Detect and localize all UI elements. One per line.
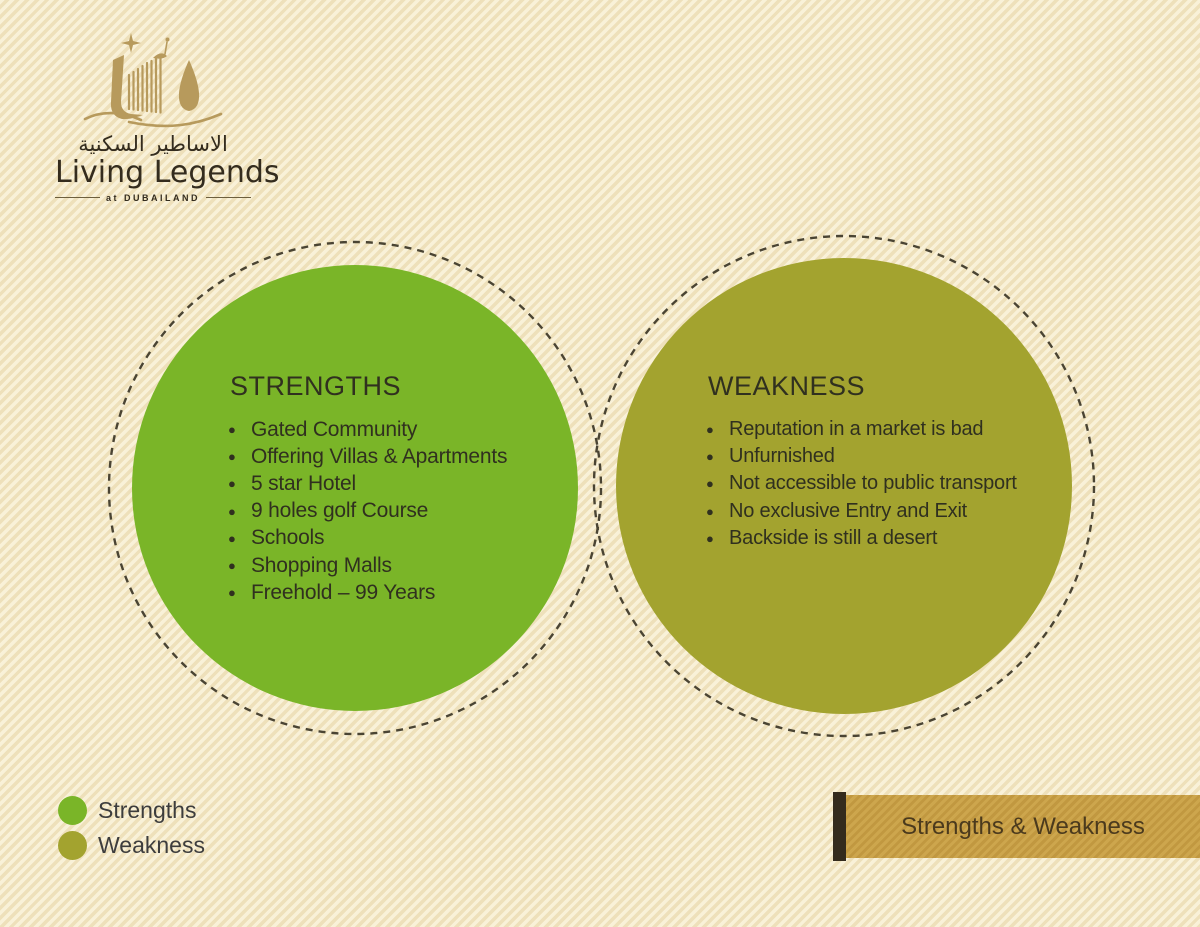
logo-tagline-text: at DUBAILAND — [106, 192, 200, 203]
strengths-list-item: ● 5 star Hotel — [228, 470, 507, 497]
legend-row-strengths — [58, 796, 205, 825]
strengths-legend-dot-icon — [58, 796, 87, 825]
strengths-list — [228, 416, 507, 606]
weakness-list-item: ● Reputation in a market is bad — [706, 416, 1017, 443]
weakness-list-item: ● Backside is still a desert — [706, 525, 1017, 552]
logo-name: Living Legends — [55, 155, 280, 191]
legend — [58, 796, 205, 866]
strengths-circle — [132, 265, 578, 711]
living-legends-logo-icon — [83, 30, 223, 132]
strengths-list-item: ● 9 holes golf Course — [228, 498, 507, 525]
strengths-list-item: ● Shopping Malls — [228, 552, 507, 579]
strengths-list-item: ● Gated Community — [228, 416, 507, 443]
strengths-list-item: ● Offering Villas & Apartments — [228, 443, 507, 470]
legend-row-weakness — [58, 831, 205, 860]
logo-arabic-name: الاساطير السكنية — [78, 132, 228, 156]
living-legends-logo — [55, 30, 280, 203]
weakness-list-item: ● Not accessible to public transport — [706, 470, 1017, 497]
strengths-list-item: ● Freehold – 99 Years — [228, 579, 507, 606]
weakness-title: WEAKNESS — [708, 371, 866, 401]
weakness-list-item: ● No exclusive Entry and Exit — [706, 498, 1017, 525]
logo-tagline — [55, 193, 251, 203]
weakness-list — [706, 416, 1017, 552]
tagline-rule-right — [206, 197, 251, 198]
footer-banner — [846, 795, 1200, 858]
strengths-list-item: ● Schools — [228, 525, 507, 552]
weakness-legend-dot-icon — [58, 831, 87, 860]
weakness-list-item: ● Unfurnished — [706, 443, 1017, 470]
weakness-legend-label: Weakness — [98, 832, 205, 858]
strengths-title: STRENGTHS — [230, 371, 402, 401]
strengths-legend-label: Strengths — [98, 797, 197, 823]
banner-accent-bar — [833, 792, 846, 861]
weakness-circle — [616, 258, 1072, 714]
tagline-rule-left — [55, 197, 100, 198]
slide-title: Strengths & Weakness — [901, 812, 1145, 840]
